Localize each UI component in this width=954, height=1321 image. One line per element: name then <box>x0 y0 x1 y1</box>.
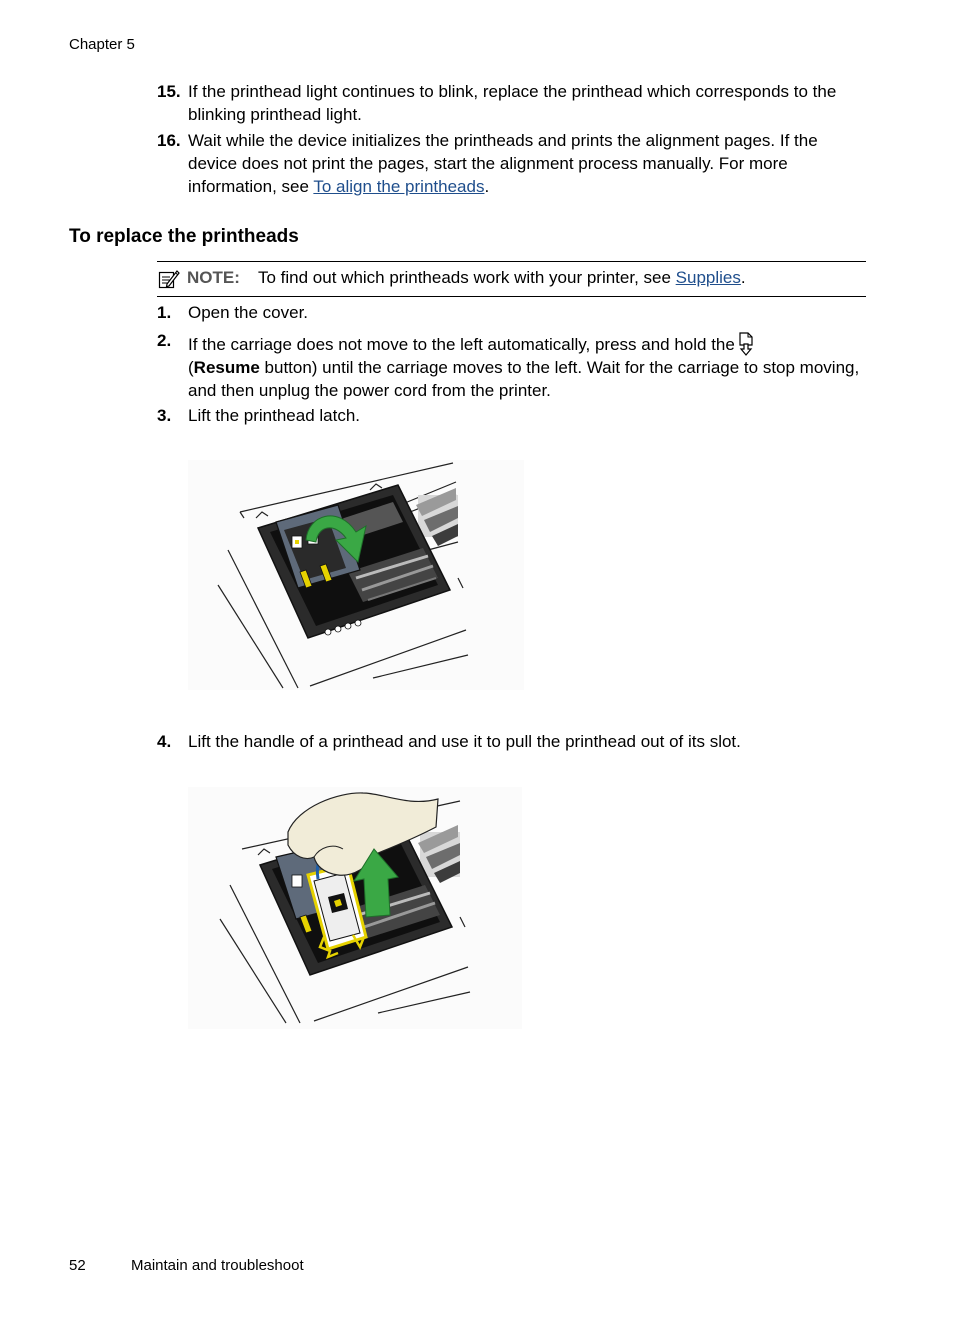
step-16 <box>157 129 867 198</box>
step-number: 4. <box>157 732 172 751</box>
printhead-latch-illustration <box>188 460 524 690</box>
step-1 <box>157 301 867 324</box>
step-text-part: If the carriage does not move to the left automatically, press and hold the <box>188 335 735 354</box>
step-text: Open the cover. <box>188 303 309 322</box>
step-text-part: button) until the carriage moves to the left. Wait for the carriage to stop moving, and then unplug the power cord from the printer. <box>188 358 860 400</box>
remove-printhead-illustration <box>188 787 522 1029</box>
resume-button-icon <box>738 332 754 356</box>
note-text-part: . <box>740 268 746 287</box>
align-printheads-link[interactable]: To align the printheads <box>313 177 485 196</box>
note-text-part: To find out which printheads work with your printer, see <box>258 268 676 287</box>
step-text: Lift the printhead latch. <box>188 406 361 425</box>
step-text-part: . <box>484 177 490 196</box>
step-4 <box>157 730 867 753</box>
step-number: 16. <box>157 131 181 150</box>
section-heading: To replace the printheads <box>69 226 299 247</box>
step-text <box>188 129 867 198</box>
step-number: 3. <box>157 406 172 425</box>
step-text-part: Wait while the device initializes the printheads and prints the alignment pages. If the device does not print the pages, start the alignment process manually. For more information, see <box>188 131 818 196</box>
running-header: Chapter 5 <box>69 36 135 53</box>
step-number: 15. <box>157 82 181 101</box>
step-text <box>188 332 867 402</box>
step-number: 2. <box>157 331 172 350</box>
step-text: If the printhead light continues to blink, replace the printhead which corresponds to the blinking printhead light. <box>188 82 837 124</box>
step-15 <box>157 80 867 126</box>
step-text: Lift the handle of a printhead and use it to pull the printhead out of its slot. <box>188 732 741 751</box>
step-number: 1. <box>157 303 172 322</box>
supplies-link[interactable]: Supplies <box>675 268 741 287</box>
footer-section-title: Maintain and troubleshoot <box>131 1257 304 1274</box>
note-box <box>157 261 866 297</box>
step-2 <box>157 332 867 402</box>
step-3 <box>157 404 867 427</box>
step-text-part: ( <box>188 358 194 377</box>
page-number: 52 <box>69 1257 86 1274</box>
resume-label: Resume <box>193 358 260 377</box>
note-label: NOTE: <box>187 268 240 287</box>
note-pencil-icon <box>158 268 180 290</box>
note-text <box>258 268 746 288</box>
